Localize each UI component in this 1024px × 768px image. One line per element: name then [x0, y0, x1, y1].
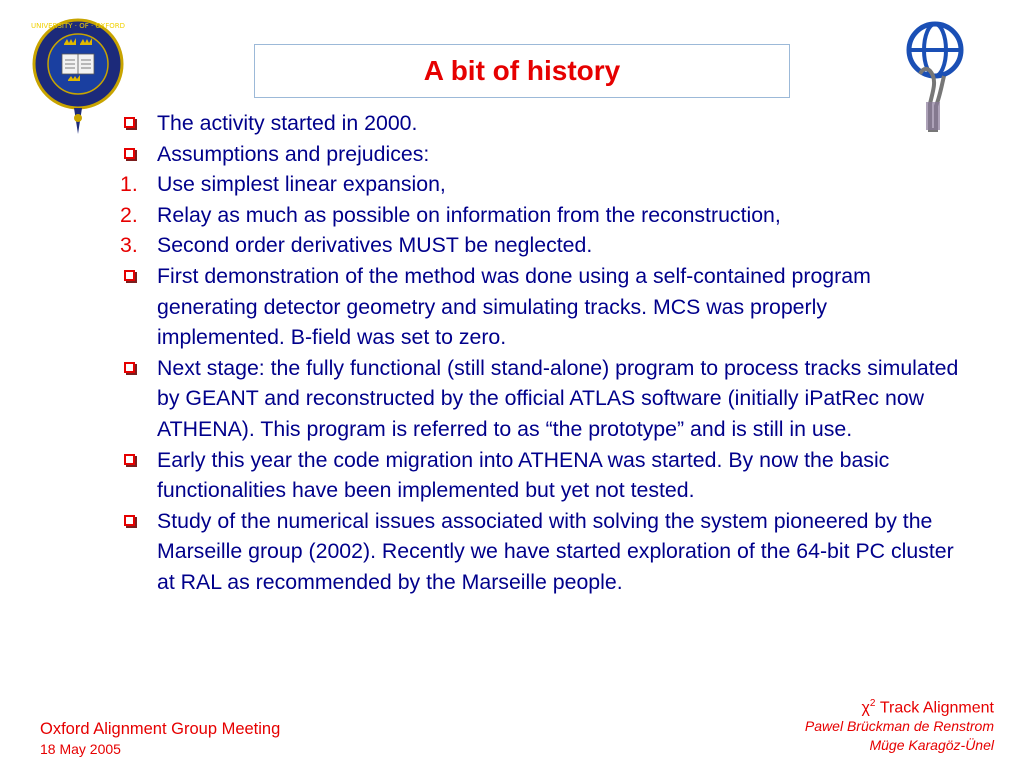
bullet-item	[120, 261, 960, 353]
bullet-text: First demonstration of the method was done using a self-contained program generating detector geometry and simulating tracks. MCS was properly implemented. B-field was set to zero.	[157, 263, 871, 350]
meeting-name: Oxford Alignment Group Meeting	[40, 720, 281, 738]
bullet-text: The activity started in 2000.	[157, 111, 418, 135]
author-2: Müge Karagöz-Ünel	[869, 737, 994, 754]
square-bullet-icon	[124, 270, 135, 281]
svg-text:UNIVERSITY · OF · OXFORD: UNIVERSITY · OF · OXFORD	[30, 22, 126, 30]
footer-right	[805, 698, 994, 755]
numbered-item	[120, 200, 960, 231]
item-number: 2.	[120, 202, 138, 227]
bullet-text: Use simplest linear expansion,	[157, 172, 446, 197]
bullet-text: Early this year the code migration into ATHENA was started. By now the basic functionalities have been implemented but yet not tested.	[157, 447, 890, 503]
footer-left	[40, 720, 280, 757]
meeting-date: 18 May 2005	[40, 741, 121, 757]
chi-symbol: χ	[861, 699, 870, 717]
title-box	[254, 44, 790, 98]
numbered-item	[120, 230, 960, 261]
item-number: 3.	[120, 233, 138, 258]
bullet-list	[120, 108, 960, 598]
slide-title: A bit of history	[423, 55, 621, 86]
item-number: 1.	[120, 172, 138, 197]
talk-title	[805, 698, 994, 717]
square-bullet-icon	[124, 117, 135, 128]
chi-superscript: 2	[869, 698, 876, 709]
square-bullet-icon	[124, 148, 135, 159]
square-bullet-icon	[124, 362, 135, 373]
bullet-item	[120, 445, 960, 506]
bullet-text: Second order derivatives MUST be neglected.	[157, 233, 593, 258]
bullet-item	[120, 506, 960, 598]
track-alignment-label: Track Alignment	[879, 699, 994, 717]
numbered-item	[120, 169, 960, 200]
author-1: Pawel Brückman de Renstrom	[804, 718, 994, 735]
bullet-item	[120, 139, 960, 170]
bullet-item	[120, 108, 960, 139]
bullet-item	[120, 353, 960, 445]
square-bullet-icon	[124, 515, 135, 526]
square-bullet-icon	[124, 454, 135, 465]
bullet-text: Relay as much as possible on information from the reconstruction,	[157, 202, 781, 227]
bullet-text: Next stage: the fully functional (still stand-alone) program to process tracks simulated by GEANT and reconstructed by the official ATLAS software (initially iPatRec now ATHENA). This program is referred to as “the prototype” and is still in use.	[157, 355, 959, 441]
oxford-crest-logo	[30, 14, 126, 134]
bullet-text: Assumptions and prejudices:	[157, 141, 430, 166]
bullet-text: Study of the numerical issues associated with solving the system pioneered by the Marseille group (2002). Recently we have started exploration of the 64-bit PC cluster at RAL as recommended by the Marseille people.	[157, 508, 954, 594]
